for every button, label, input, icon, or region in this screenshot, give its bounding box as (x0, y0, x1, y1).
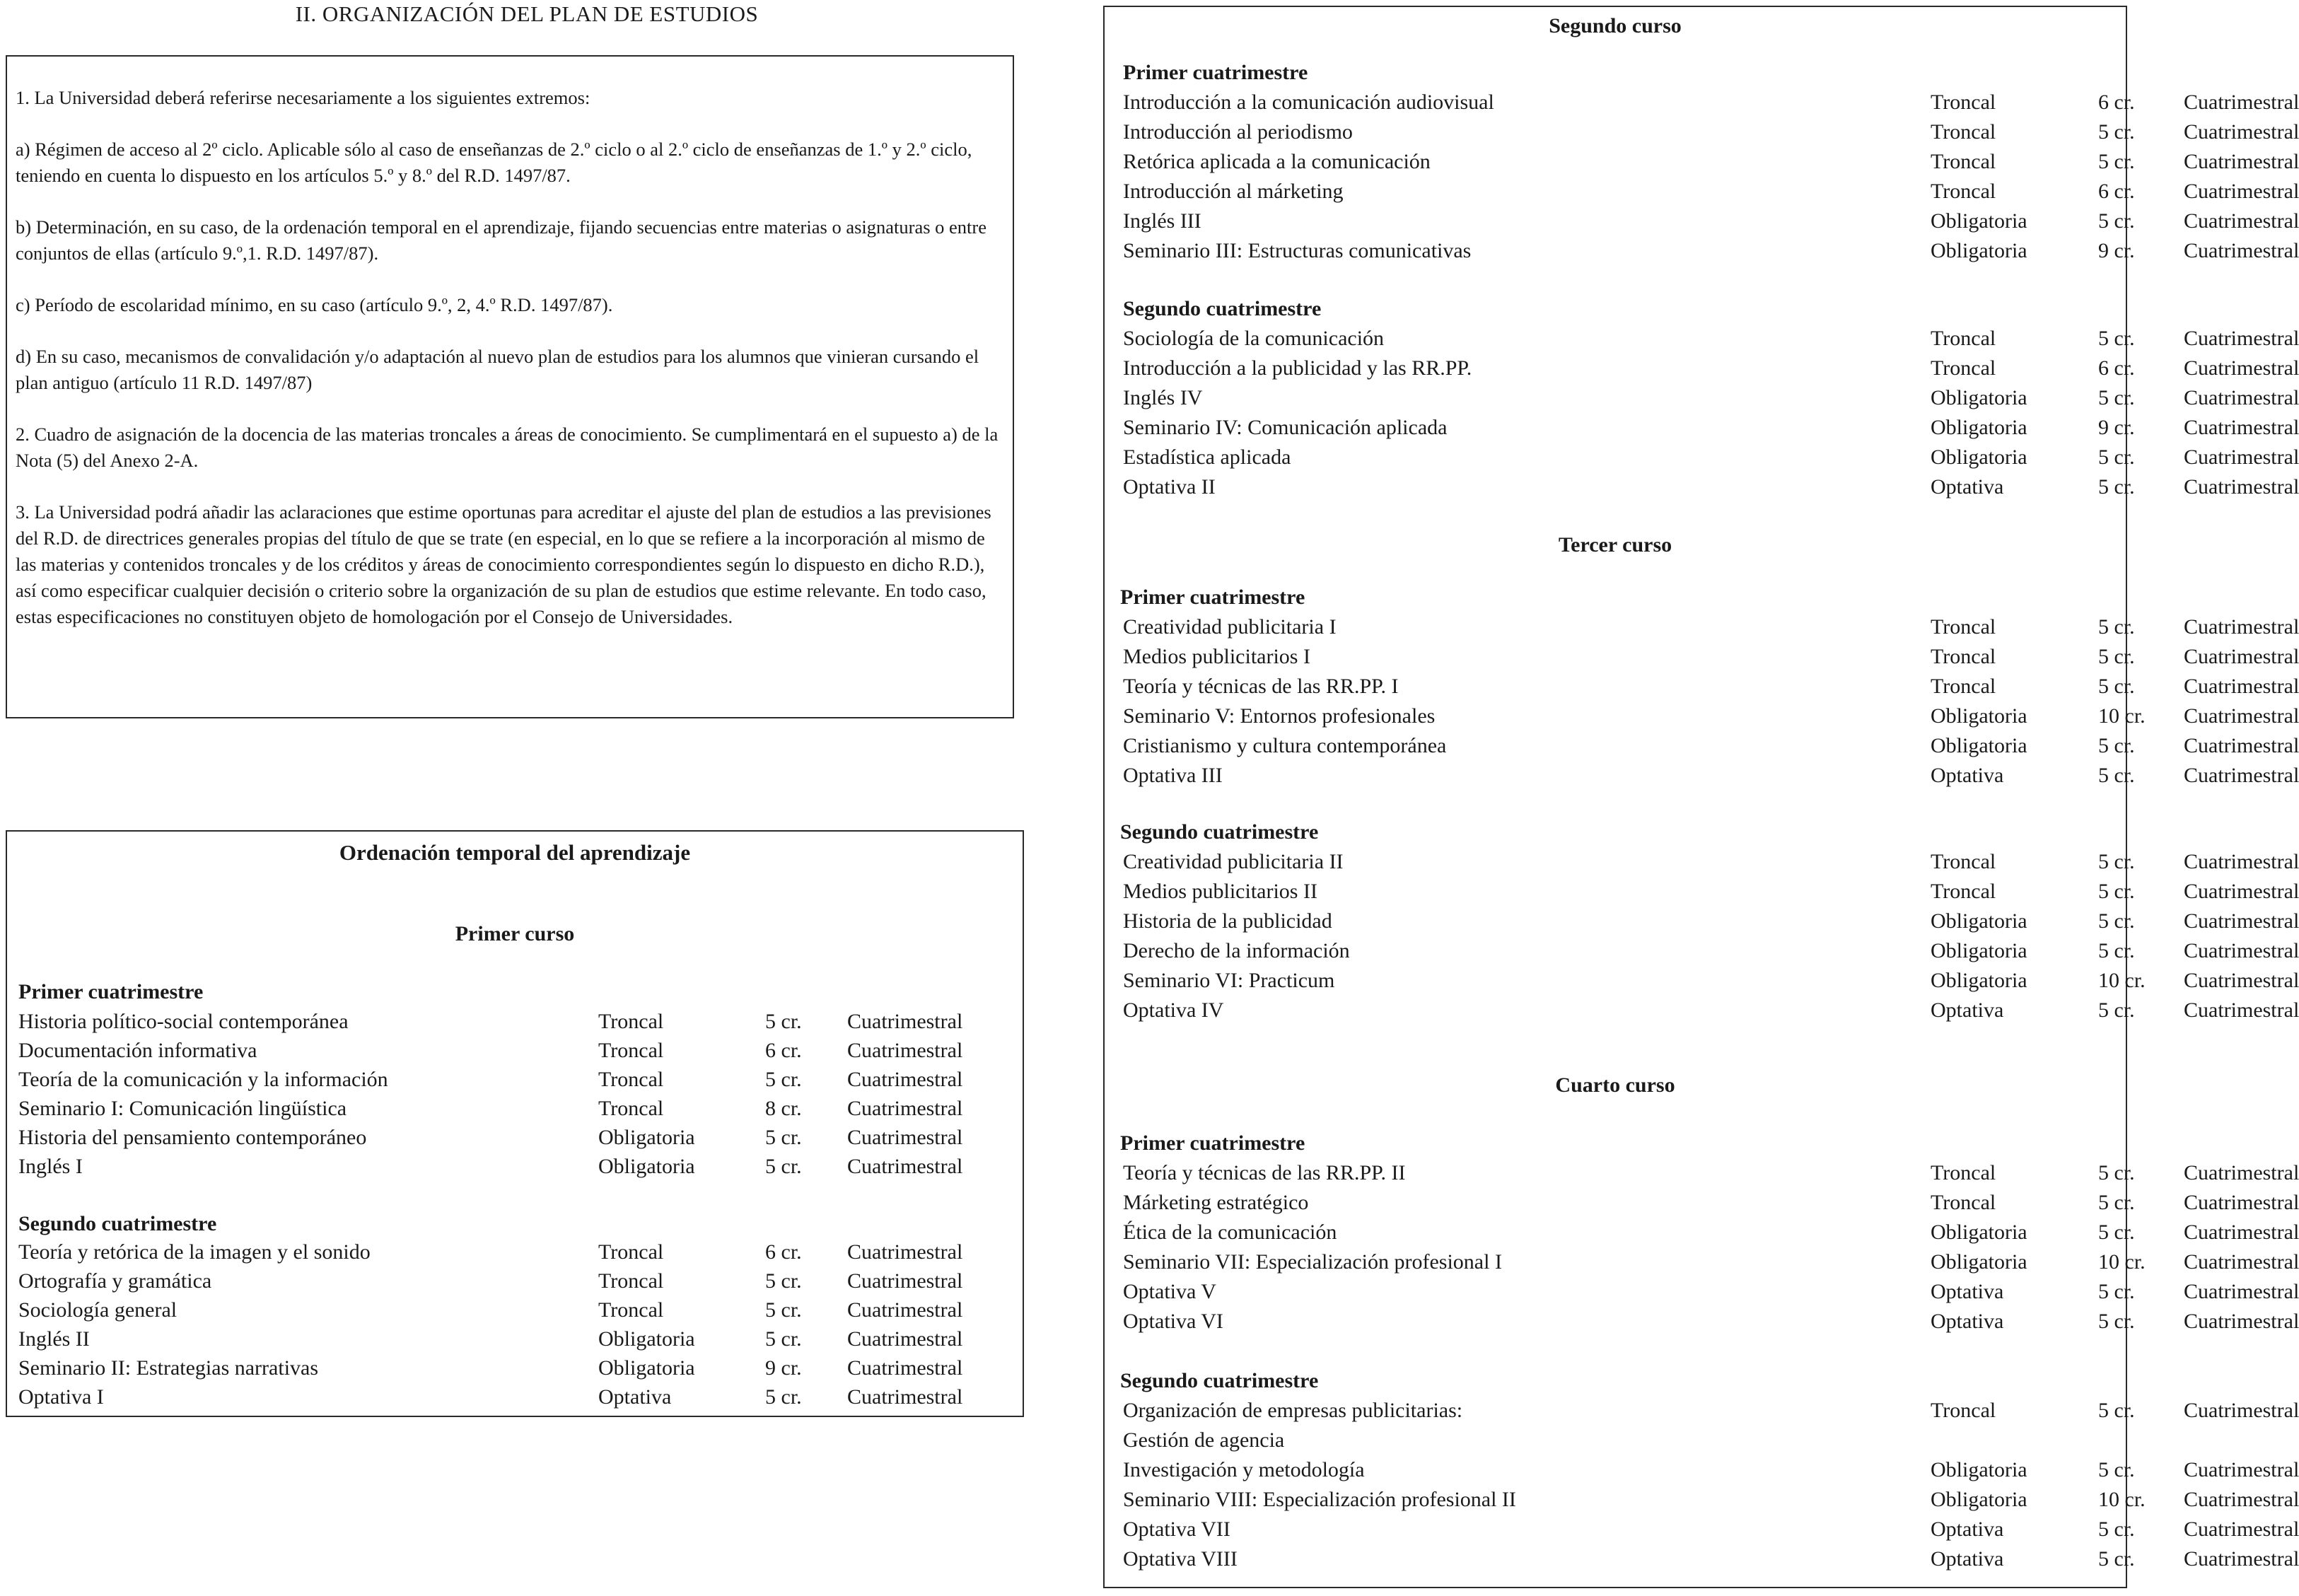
course-credits: 6 cr. (2098, 180, 2135, 203)
course-type: Troncal (598, 1068, 664, 1091)
course-type: Troncal (1931, 615, 1996, 639)
course-duration: Cuatrimestral (2184, 150, 2299, 173)
course-row (1105, 850, 2299, 880)
course-name: Optativa IV (1123, 998, 1224, 1022)
course-type: Obligatoria (598, 1126, 695, 1149)
course-credits: 9 cr. (2098, 416, 2135, 439)
course-name: Introducción al periodismo (1123, 120, 1353, 144)
course-type: Obligatoria (598, 1155, 695, 1178)
course-type: Troncal (1931, 645, 1996, 668)
course-row (1105, 1250, 2299, 1280)
course-duration: Cuatrimestral (847, 1298, 963, 1322)
course-row (1105, 91, 2299, 120)
course-type: Obligatoria (1931, 416, 2027, 439)
course-name: Inglés III (1123, 209, 1201, 233)
course-type: Obligatoria (1931, 1458, 2027, 1481)
course-row (1105, 445, 2299, 475)
note-paragraph: 3. La Universidad podrá añadir las aclaraciones que estime oportunas para acreditar el ajuste del plan de estudios a las previsiones del R.D. de directrices generales propias del título de que se trate (en especial, en lo que se refiere a la incorporación al mismo de las materias y contenidos troncales y de los créditos y áreas de conocimiento correspondientes según lo dispuesto en dicho R.D.), así como especificar cualquier decisión o criterio sobre la organización de su plan de estudios que estime relevante. En todo caso, estas especificaciones no constituyen objeto de homologación por el Consejo de Universidades. (16, 501, 991, 627)
course-name: Seminario V: Entornos profesionales (1123, 704, 1436, 728)
course-duration: Cuatrimestral (847, 1126, 963, 1149)
course-row (1105, 239, 2299, 269)
course-credits: 5 cr. (2098, 1221, 2135, 1244)
course-type: Optativa (1931, 998, 2004, 1022)
course-duration: Cuatrimestral (2184, 939, 2299, 962)
course-heading: Primer curso (455, 922, 575, 945)
course-credits: 6 cr. (2098, 356, 2135, 380)
course-credits: 6 cr. (2098, 91, 2135, 114)
course-row (1105, 969, 2299, 998)
semester-heading: Segundo cuatrimestre (1120, 1369, 1319, 1392)
course-duration: Cuatrimestral (2184, 615, 2299, 639)
course-credits: 5 cr. (765, 1298, 802, 1322)
course-row (1105, 1280, 2299, 1310)
course-credits: 5 cr. (2098, 1518, 2135, 1541)
course-type: Troncal (1931, 1399, 1996, 1422)
course-row (7, 1240, 1023, 1270)
course-row (1105, 675, 2299, 704)
semester-heading: Segundo cuatrimestre (18, 1212, 217, 1235)
course-name: Seminario VIII: Especialización profesional II (1123, 1488, 1516, 1511)
course-type: Obligatoria (598, 1327, 695, 1351)
course-type: Obligatoria (1931, 1250, 2027, 1274)
course-type: Troncal (598, 1298, 664, 1322)
course-duration: Cuatrimestral (2184, 1221, 2299, 1244)
course-row (7, 1039, 1023, 1068)
course-type: Troncal (1931, 356, 1996, 380)
course-name: Optativa I (18, 1385, 104, 1409)
course-credits: 9 cr. (765, 1356, 802, 1380)
course-duration: Cuatrimestral (2184, 1250, 2299, 1274)
course-credits: 5 cr. (765, 1385, 802, 1409)
course-row (7, 1385, 1023, 1415)
semester-heading: Primer cuatrimestre (18, 980, 204, 1003)
note-paragraph: d) En su caso, mecanismos de convalidación y/o adaptación al nuevo plan de estudios para los alumnos que vinieran cursando el plan antiguo (artículo 11 R.D. 1497/87) (16, 346, 979, 393)
course-credits: 5 cr. (2098, 475, 2135, 499)
course-duration: Cuatrimestral (847, 1269, 963, 1293)
course-credits: 5 cr. (2098, 850, 2135, 873)
note-paragraph: c) Período de escolaridad mínimo, en su caso (artículo 9.º, 2, 4.º R.D. 1497/87). (16, 294, 613, 315)
course-name: Medios publicitarios II (1123, 880, 1317, 903)
course-duration: Cuatrimestral (2184, 356, 2299, 380)
course-name: Creatividad publicitaria I (1123, 615, 1337, 639)
course-credits: 5 cr. (2098, 1280, 2135, 1303)
course-row (1105, 1191, 2299, 1221)
course-type: Obligatoria (1931, 1221, 2027, 1244)
course-row (1105, 120, 2299, 150)
course-name: Inglés IV (1123, 386, 1203, 409)
course-credits: 5 cr. (2098, 327, 2135, 350)
course-row (7, 1356, 1023, 1386)
note-paragraph: a) Régimen de acceso al 2º ciclo. Aplicable sólo al caso de enseñanzas de 2.º ciclo o al 2.º ciclo de enseñanzas de 1.º y 2.º ciclo, teniendo en cuenta lo dispuesto en los artículos 5.º y 8.º del R.D. 1497/87. (16, 139, 972, 186)
course-heading: Tercer curso (1558, 533, 1672, 557)
course-credits: 5 cr. (2098, 939, 2135, 962)
course-row (1105, 416, 2299, 445)
course-type: Optativa (1931, 1547, 2004, 1571)
course-row (7, 1097, 1023, 1126)
course-duration: Cuatrimestral (2184, 327, 2299, 350)
course-heading: Cuarto curso (1555, 1073, 1675, 1097)
page-title: II. ORGANIZACIÓN DEL PLAN DE ESTUDIOS (295, 1, 759, 26)
course-credits: 5 cr. (2098, 909, 2135, 933)
course-name: Ética de la comunicación (1123, 1221, 1337, 1244)
course-name: Medios publicitarios I (1123, 645, 1310, 668)
course-row (7, 1269, 1023, 1299)
course-row (1105, 704, 2299, 734)
course-duration: Cuatrimestral (847, 1039, 963, 1062)
course-name: Seminario VI: Practicum (1123, 969, 1335, 992)
course-name: Historia del pensamiento contemporáneo (18, 1126, 367, 1149)
course-name: Teoría y técnicas de las RR.PP. I (1123, 675, 1399, 698)
course-name: Creatividad publicitaria II (1123, 850, 1344, 873)
course-credits: 5 cr. (765, 1068, 802, 1091)
course-name: Sociología de la comunicación (1123, 327, 1385, 350)
course-duration: Cuatrimestral (2184, 239, 2299, 262)
course-type: Obligatoria (1931, 445, 2027, 469)
course-name: Optativa VII (1123, 1518, 1230, 1541)
course-name: Introducción a la publicidad y las RR.PP. (1123, 356, 1472, 380)
course-credits: 8 cr. (765, 1097, 802, 1120)
course-name: Introducción al márketing (1123, 180, 1344, 203)
course-type: Troncal (598, 1010, 664, 1033)
course-row (1105, 734, 2299, 764)
course-row (1105, 880, 2299, 909)
course-type: Obligatoria (1931, 734, 2027, 757)
course-credits: 5 cr. (2098, 734, 2135, 757)
course-name: Ortografía y gramática (18, 1269, 212, 1293)
course-type: Optativa (1931, 1518, 2004, 1541)
course-type: Optativa (598, 1385, 672, 1409)
course-type: Optativa (1931, 1280, 2004, 1303)
course-name: Gestión de agencia (1123, 1428, 1285, 1452)
course-row (1105, 615, 2299, 645)
course-credits: 5 cr. (765, 1126, 802, 1149)
semester-heading: Primer cuatrimestre (1120, 586, 1305, 609)
course-row (1105, 1161, 2299, 1191)
course-name: Teoría de la comunicación y la información (18, 1068, 388, 1091)
course-name: Organización de empresas publicitarias: (1123, 1399, 1463, 1422)
course-credits: 10 cr. (2098, 704, 2146, 728)
course-type: Troncal (1931, 120, 1996, 144)
note-paragraph: b) Determinación, en su caso, de la ordenación temporal en el aprendizaje, fijando secuencias entre materias o asignaturas o entre conjuntos de ellas (artículo 9.º,1. R.D. 1497/87). (16, 216, 986, 264)
note-paragraph: 2. Cuadro de asignación de la docencia de las materias troncales a áreas de conocimiento. Se cumplimentará en el supuesto a) de la Nota (5) del Anexo 2-A. (16, 424, 999, 471)
course-type: Troncal (598, 1269, 664, 1293)
course-name: Optativa V (1123, 1280, 1216, 1303)
course-name: Inglés I (18, 1155, 83, 1178)
course-duration: Cuatrimestral (2184, 969, 2299, 992)
course-row (1105, 475, 2299, 505)
course-type: Troncal (1931, 1161, 1996, 1184)
course-name: Seminario II: Estrategias narrativas (18, 1356, 319, 1380)
course-duration: Cuatrimestral (2184, 909, 2299, 933)
course-credits: 5 cr. (765, 1327, 802, 1351)
course-row (1105, 645, 2299, 675)
course-duration: Cuatrimestral (847, 1356, 963, 1380)
course-duration: Cuatrimestral (847, 1327, 963, 1351)
course-credits: 5 cr. (2098, 1310, 2135, 1333)
course-duration: Cuatrimestral (2184, 880, 2299, 903)
course-row (7, 1298, 1023, 1328)
course-credits: 5 cr. (2098, 386, 2135, 409)
course-name: Sociología general (18, 1298, 177, 1322)
course-duration: Cuatrimestral (2184, 416, 2299, 439)
course-credits: 5 cr. (2098, 209, 2135, 233)
course-row (1105, 386, 2299, 416)
course-type: Troncal (1931, 91, 1996, 114)
course-credits: 5 cr. (2098, 1547, 2135, 1571)
course-type: Obligatoria (1931, 704, 2027, 728)
course-name: Seminario VII: Especialización profesional I (1123, 1250, 1502, 1274)
course-name: Investigación y metodología (1123, 1458, 1365, 1481)
course-row (7, 1010, 1023, 1039)
course-duration: Cuatrimestral (2184, 120, 2299, 144)
course-row (1105, 1399, 2299, 1428)
course-credits: 6 cr. (765, 1240, 802, 1264)
course-duration: Cuatrimestral (847, 1240, 963, 1264)
course-duration: Cuatrimestral (2184, 704, 2299, 728)
course-type: Optativa (1931, 764, 2004, 787)
course-credits: 5 cr. (2098, 445, 2135, 469)
course-duration: Cuatrimestral (2184, 675, 2299, 698)
course-credits: 5 cr. (2098, 1191, 2135, 1214)
course-row (1105, 1428, 2126, 1458)
course-name: Retórica aplicada a la comunicación (1123, 150, 1431, 173)
course-credits: 5 cr. (2098, 998, 2135, 1022)
course-credits: 5 cr. (2098, 615, 2135, 639)
semester-heading: Segundo cuatrimestre (1120, 820, 1319, 844)
semester-heading: Primer cuatrimestre (1123, 61, 1308, 84)
course-duration: Cuatrimestral (2184, 1488, 2299, 1511)
notes-box (6, 55, 1014, 718)
course-name: Historia de la publicidad (1123, 909, 1332, 933)
course-name: Optativa VIII (1123, 1547, 1238, 1571)
course-credits: 5 cr. (2098, 764, 2135, 787)
schedule-box-first-year (6, 830, 1024, 1417)
course-duration: Cuatrimestral (2184, 734, 2299, 757)
course-credits: 10 cr. (2098, 969, 2146, 992)
course-name: Cristianismo y cultura contemporánea (1123, 734, 1447, 757)
course-row (1105, 1310, 2299, 1339)
course-type: Troncal (1931, 880, 1996, 903)
course-credits: 5 cr. (2098, 645, 2135, 668)
course-name: Seminario I: Comunicación lingüística (18, 1097, 347, 1120)
course-row (1105, 764, 2299, 793)
course-duration: Cuatrimestral (2184, 850, 2299, 873)
course-credits: 5 cr. (2098, 150, 2135, 173)
course-row (7, 1155, 1023, 1184)
course-duration: Cuatrimestral (2184, 209, 2299, 233)
course-type: Obligatoria (1931, 969, 2027, 992)
course-credits: 5 cr. (765, 1269, 802, 1293)
semester-heading: Segundo cuatrimestre (1123, 297, 1322, 320)
course-name: Estadística aplicada (1123, 445, 1291, 469)
course-credits: 5 cr. (2098, 120, 2135, 144)
course-type: Optativa (1931, 1310, 2004, 1333)
course-name: Márketing estratégico (1123, 1191, 1309, 1214)
schedule-heading: Ordenación temporal del aprendizaje (339, 840, 691, 865)
course-row (1105, 1458, 2299, 1488)
course-row (1105, 1518, 2299, 1547)
course-duration: Cuatrimestral (2184, 1547, 2299, 1571)
course-row (1105, 327, 2299, 356)
course-type: Troncal (1931, 180, 1996, 203)
course-row (1105, 1547, 2299, 1577)
course-credits: 5 cr. (2098, 675, 2135, 698)
course-row (1105, 998, 2299, 1028)
course-credits: 5 cr. (2098, 880, 2135, 903)
course-type: Obligatoria (598, 1356, 695, 1380)
course-duration: Cuatrimestral (2184, 1280, 2299, 1303)
course-duration: Cuatrimestral (2184, 645, 2299, 668)
course-credits: 10 cr. (2098, 1488, 2146, 1511)
course-row (7, 1068, 1023, 1097)
course-credits: 5 cr. (2098, 1161, 2135, 1184)
course-name: Optativa VI (1123, 1310, 1223, 1333)
course-name: Inglés II (18, 1327, 90, 1351)
course-duration: Cuatrimestral (847, 1385, 963, 1409)
course-name: Seminario III: Estructuras comunicativas (1123, 239, 1472, 262)
course-type: Troncal (598, 1240, 664, 1264)
course-name: Optativa III (1123, 764, 1223, 787)
note-paragraph: 1. La Universidad deberá referirse necesariamente a los siguientes extremos: (16, 87, 590, 108)
course-duration: Cuatrimestral (2184, 1458, 2299, 1481)
course-name: Teoría y retórica de la imagen y el sonido (18, 1240, 371, 1264)
course-name: Documentación informativa (18, 1039, 257, 1062)
course-duration: Cuatrimestral (847, 1068, 963, 1091)
course-type: Troncal (598, 1097, 664, 1120)
course-type: Obligatoria (1931, 909, 2027, 933)
schedule-box-later-years (1103, 6, 2299, 1588)
course-duration: Cuatrimestral (2184, 180, 2299, 203)
course-heading: Segundo curso (1549, 14, 1682, 37)
course-row (1105, 150, 2299, 180)
course-duration: Cuatrimestral (847, 1097, 963, 1120)
course-row (1105, 1221, 2299, 1250)
course-row (1105, 209, 2299, 239)
course-name: Teoría y técnicas de las RR.PP. II (1123, 1161, 1406, 1184)
course-duration: Cuatrimestral (2184, 445, 2299, 469)
course-duration: Cuatrimestral (2184, 1191, 2299, 1214)
course-duration: Cuatrimestral (2184, 475, 2299, 499)
course-credits: 6 cr. (765, 1039, 802, 1062)
course-duration: Cuatrimestral (2184, 91, 2299, 114)
course-type: Optativa (1931, 475, 2004, 499)
course-credits: 9 cr. (2098, 239, 2135, 262)
course-type: Troncal (598, 1039, 664, 1062)
course-type: Obligatoria (1931, 1488, 2027, 1511)
course-credits: 5 cr. (765, 1010, 802, 1033)
course-credits: 5 cr. (2098, 1399, 2135, 1422)
course-duration: Cuatrimestral (2184, 1310, 2299, 1333)
course-row (1105, 1488, 2299, 1518)
course-row (1105, 180, 2299, 209)
course-row (1105, 356, 2299, 386)
course-name: Derecho de la información (1123, 939, 1350, 962)
course-name: Introducción a la comunicación audiovisual (1123, 91, 1494, 114)
course-type: Obligatoria (1931, 239, 2027, 262)
course-type: Troncal (1931, 1191, 1996, 1214)
course-credits: 5 cr. (765, 1155, 802, 1178)
course-type: Troncal (1931, 675, 1996, 698)
course-duration: Cuatrimestral (847, 1010, 963, 1033)
course-type: Troncal (1931, 327, 1996, 350)
course-name: Optativa II (1123, 475, 1216, 499)
course-row (1105, 909, 2299, 939)
course-duration: Cuatrimestral (2184, 1518, 2299, 1541)
semester-heading: Primer cuatrimestre (1120, 1131, 1305, 1155)
course-type: Obligatoria (1931, 209, 2027, 233)
course-type: Troncal (1931, 850, 1996, 873)
course-duration: Cuatrimestral (2184, 764, 2299, 787)
course-type: Obligatoria (1931, 939, 2027, 962)
course-name: Historia político-social contemporánea (18, 1010, 349, 1033)
course-name: Seminario IV: Comunicación aplicada (1123, 416, 1448, 439)
course-duration: Cuatrimestral (847, 1155, 963, 1178)
course-duration: Cuatrimestral (2184, 998, 2299, 1022)
course-duration: Cuatrimestral (2184, 386, 2299, 409)
course-row (7, 1327, 1023, 1357)
course-credits: 5 cr. (2098, 1458, 2135, 1481)
course-credits: 10 cr. (2098, 1250, 2146, 1274)
course-type: Obligatoria (1931, 386, 2027, 409)
course-type: Troncal (1931, 150, 1996, 173)
course-row (1105, 939, 2299, 969)
course-duration: Cuatrimestral (2184, 1399, 2299, 1422)
course-duration: Cuatrimestral (2184, 1161, 2299, 1184)
course-row (7, 1126, 1023, 1155)
